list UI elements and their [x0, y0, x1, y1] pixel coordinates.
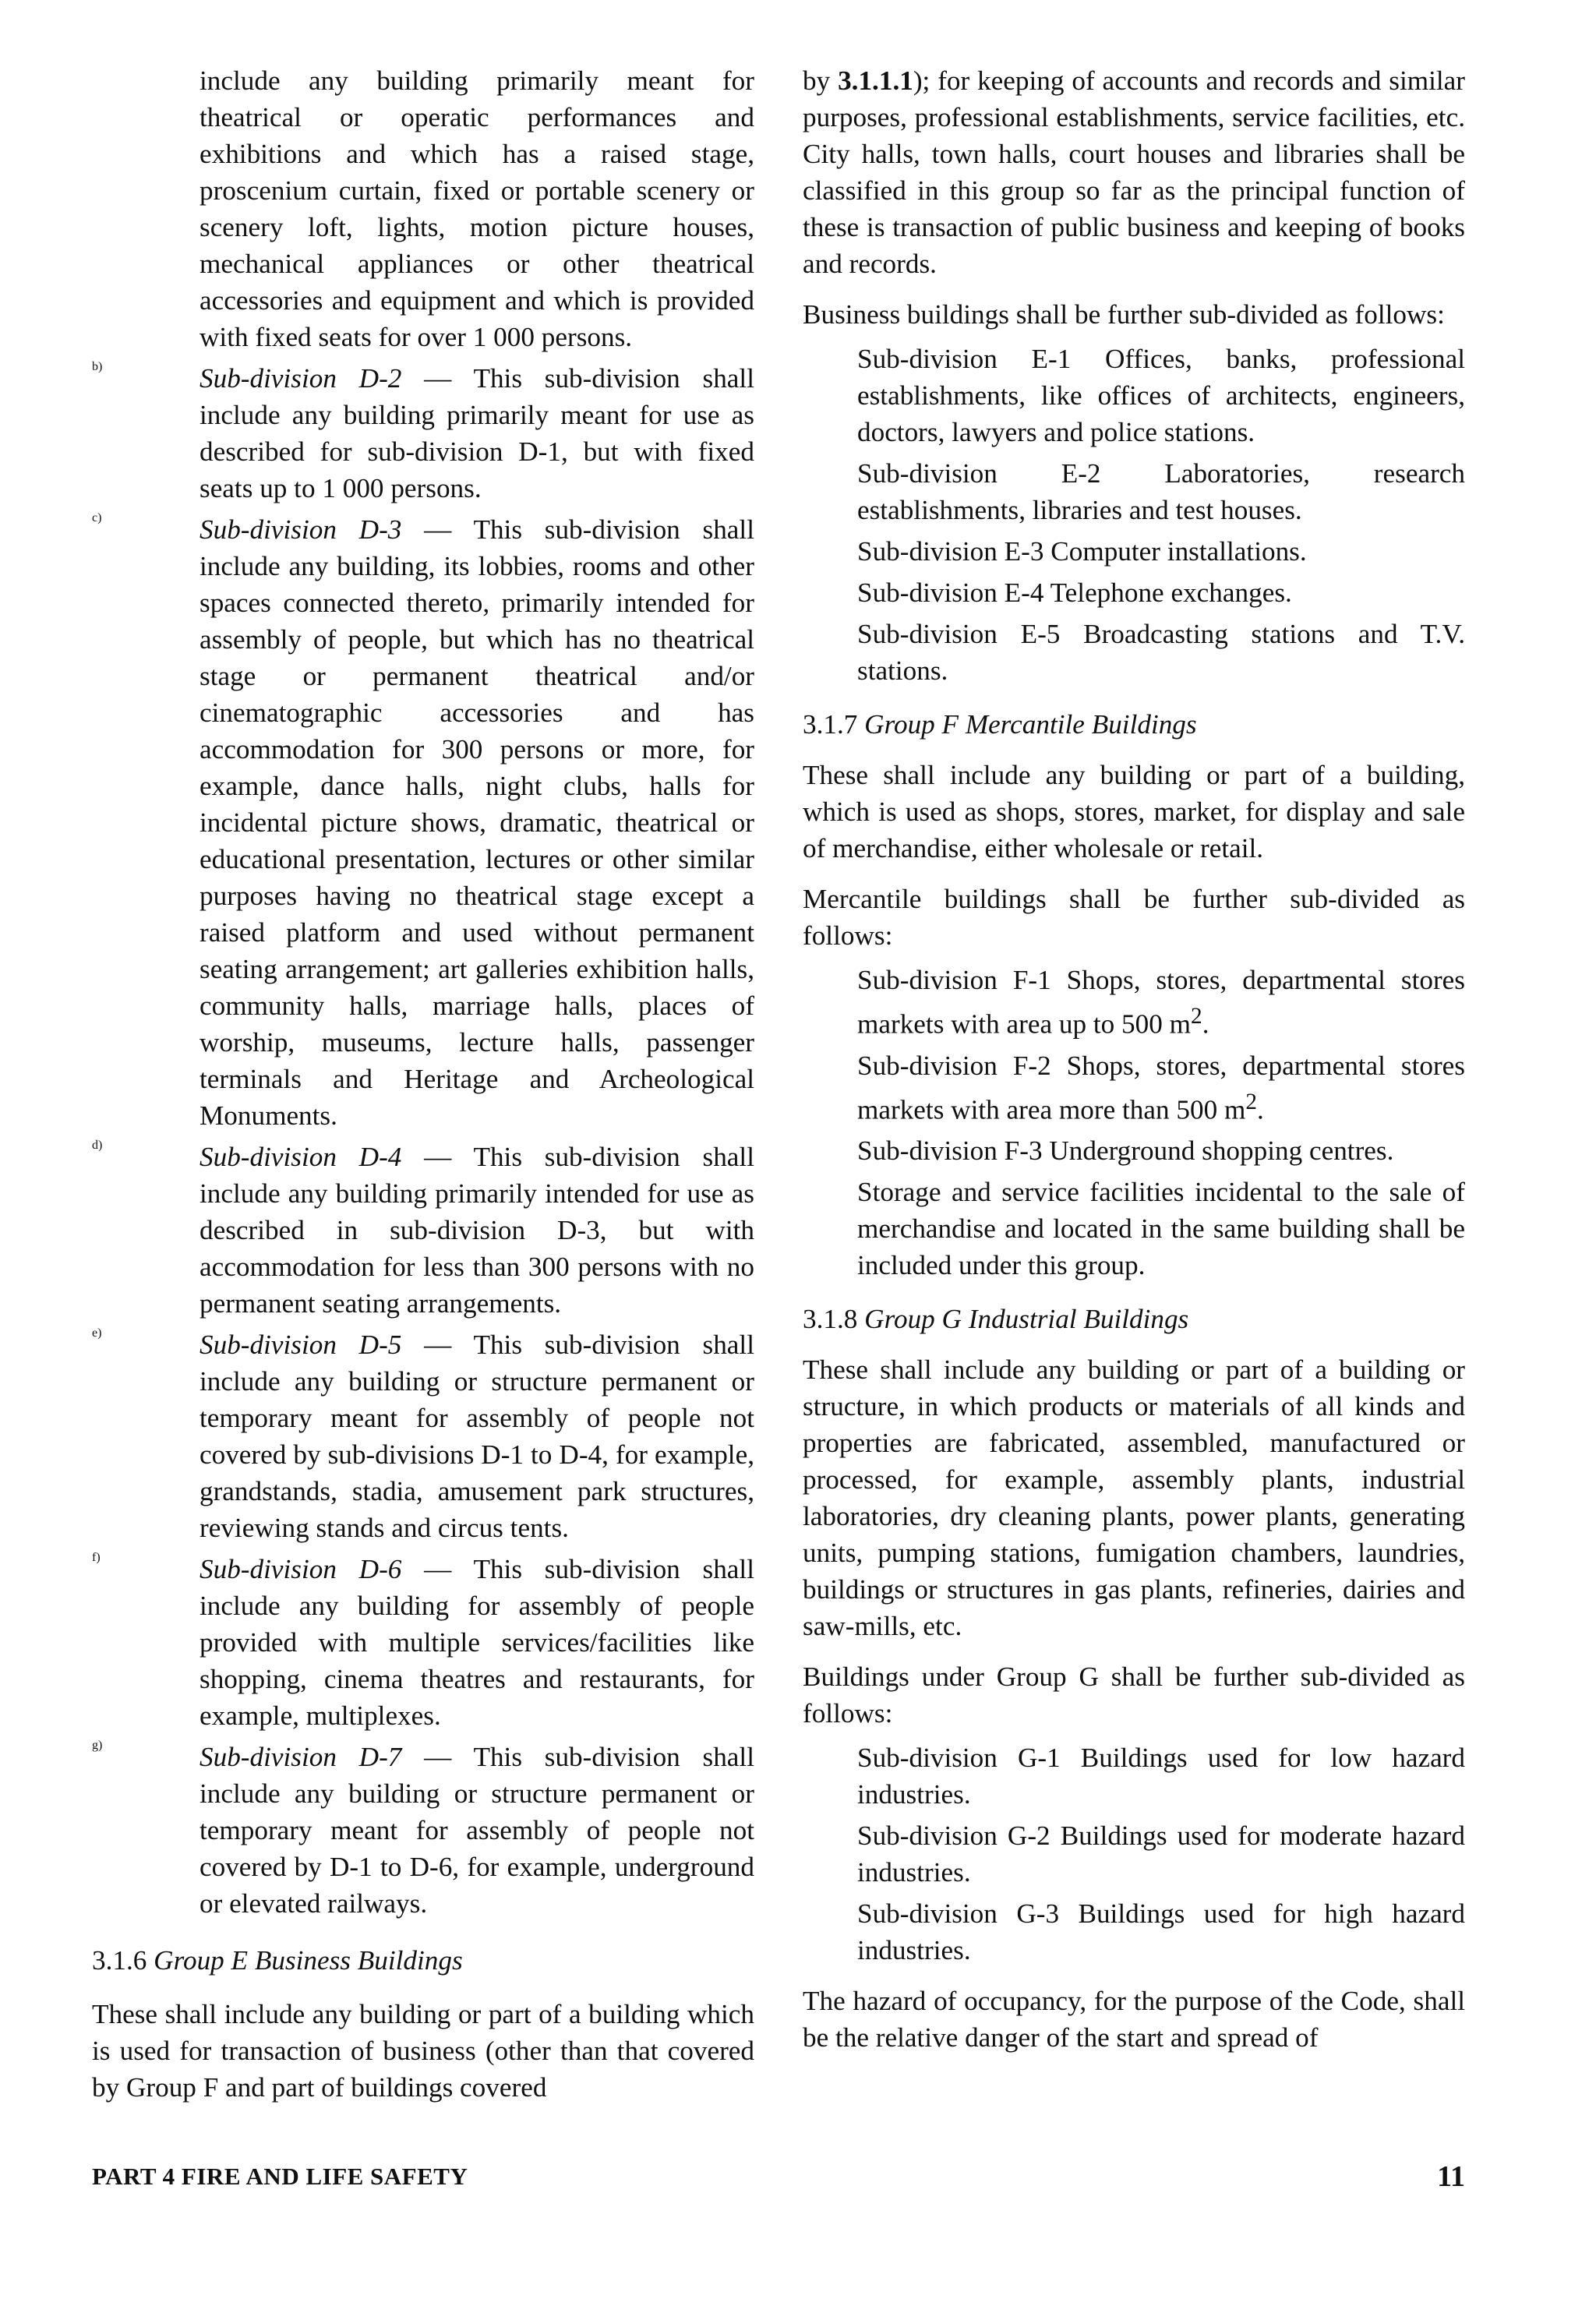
text-prefix: by — [803, 65, 839, 96]
list-label: d) — [92, 1139, 103, 1152]
subdivision-title: Sub-division D-4 — [200, 1142, 402, 1172]
section-heading-3-1-8 — [803, 1301, 1465, 1337]
list-item-text: Sub-division F-1 Shops, stores, departmental stores markets with area up to 500 m — [857, 965, 1465, 1040]
section-number: 3.1.6 — [92, 1945, 147, 1976]
superscript: 2 — [1245, 1089, 1258, 1114]
page-number: 11 — [1437, 2160, 1465, 2193]
list-text — [200, 1139, 754, 1322]
list-item — [857, 962, 1465, 1043]
subdivision-text: — This sub-division shall include any building or structure permanent or temporary meant for assembly of people not covered by D-1 to D-6, for example, underground or elevated railways. — [200, 1742, 754, 1919]
industrial-subdivision-list — [803, 1739, 1465, 1969]
list-item-f — [92, 1551, 754, 1734]
list-label: f) — [92, 1551, 101, 1564]
list-item: Sub-division G-2 Buildings used for moderate hazard industries. — [857, 1820, 1465, 1888]
section-reference: 3.1.1.1 — [838, 65, 913, 96]
footer-part-title: PART 4 FIRE AND LIFE SAFETY — [92, 2163, 468, 2190]
list-item: Sub-division G-3 Buildings used for high hazard industries. — [857, 1898, 1465, 1966]
text-rest: ); for keeping of accounts and records and similar purposes, professional establishments, service facilities, etc. City halls, town halls, court houses and libraries shall be classified in this group so far as the principal function of these is transaction of public business and keeping of books and records. — [803, 65, 1466, 279]
intro-paragraph: include any building primarily meant for theatrical or operatic performances and exhibitions and which has a raised stage, proscenium curtain, fixed or portable scenery or scenery loft, lights, motion picture houses, mechanical appliances or other theatrical accessories and equipment and which is provided with fixed seats for over 1 000 persons. — [200, 65, 754, 352]
business-subdivision-intro: Business buildings shall be further sub-divided as follows: — [803, 299, 1445, 330]
list-item — [857, 1174, 1465, 1284]
section-title: Group G Industrial Buildings — [864, 1304, 1189, 1335]
subdivision-text: — This sub-division shall include any building primarily meant for use as described for sub-division D-1, but with fixed seats up to 1 000 persons. — [200, 363, 754, 503]
list-item-g — [92, 1739, 754, 1922]
section-number: 3.1.8 — [803, 1304, 858, 1335]
subdivision-title: Sub-division D-7 — [200, 1742, 402, 1772]
list-item: Sub-division G-1 Buildings used for low hazard industries. — [857, 1743, 1465, 1810]
hazard-paragraph: The hazard of occupancy, for the purpose of the Code, shall be the relative danger of the start and spread of — [803, 1986, 1465, 2054]
list-item-c — [92, 511, 754, 1134]
subdivision-text: — This sub-division shall include any building, its lobbies, rooms and other spaces connected thereto, primarily intended for assembly of people, but which has no theatrical stage or permanent theatrical and/or cinematographic accessories and has accommodation for 300 persons or more, for example, dance halls, night clubs, halls for incidental picture shows, dramatic, theatrical or educational presentation, lectures or other similar purposes having no theatrical stage except a raised platform and used without permanent seating arrangement; art galleries exhibition halls, community halls, marriage halls, places of worship, museums, lecture halls, passenger terminals and Heritage and Archeological Monuments. — [200, 514, 754, 1131]
list-item-b — [92, 360, 754, 507]
list-text — [200, 511, 754, 1134]
business-paragraph: These shall include any building or part of a building which is used for transaction of business (other than that covered by Group F and part of buildings covered — [92, 1999, 754, 2103]
superscript: 2 — [1191, 1004, 1202, 1029]
list-label: b) — [92, 360, 103, 373]
list-text — [200, 1551, 754, 1734]
section-number: 3.1.7 — [803, 709, 858, 740]
list-item-text: Sub-division F-2 Shops, stores, departmental stores markets with area more than 500 m — [857, 1050, 1465, 1125]
right-column — [803, 62, 1465, 2056]
list-item-tail: . — [1202, 1008, 1209, 1040]
mercantile-subdivision-list — [803, 962, 1465, 1284]
subdivision-text: — This sub-division shall include any building for assembly of people provided with multiple services/facilities like shopping, cinema theatres and restaurants, for example, multiplexes. — [200, 1554, 754, 1731]
list-item-tail: . — [1257, 1094, 1264, 1125]
list-item: Sub-division E-1 Offices, banks, professional establishments, like offices of architects, engineers, doctors, lawyers and police stations. — [857, 344, 1465, 447]
page-footer — [92, 2157, 1465, 2196]
industrial-subdivision-intro: Buildings under Group G shall be further sub-divided as follows: — [803, 1662, 1465, 1729]
list-text — [200, 1326, 754, 1546]
subdivision-title: Sub-division D-2 — [200, 363, 402, 394]
list-item-e — [92, 1326, 754, 1546]
list-item-text: Storage and service facilities incidental to the sale of merchandise and located in the same building shall be included under this group. — [857, 1177, 1465, 1281]
list-item: Sub-division E-3 Computer installations. — [857, 536, 1307, 567]
section-heading-3-1-6 — [92, 1942, 754, 1979]
list-text — [200, 360, 754, 507]
business-continued-paragraph — [803, 62, 1465, 282]
list-item-text: Sub-division F-3 Underground shopping centres. — [857, 1135, 1394, 1167]
section-title: Group F Mercantile Buildings — [864, 709, 1197, 740]
section-title: Group E Business Buildings — [154, 1945, 463, 1976]
section-heading-3-1-7 — [803, 706, 1465, 743]
list-label: c) — [92, 511, 102, 524]
mercantile-paragraph: These shall include any building or part of a building, which is used as shops, stores, market, for display and sale of merchandise, either wholesale or retail. — [803, 760, 1465, 863]
subdivision-title: Sub-division D-3 — [200, 514, 402, 545]
list-item — [857, 1132, 1465, 1169]
industrial-paragraph: These shall include any building or part of a building or structure, in which products or materials of all kinds and properties are fabricated, assembled, manufactured or processed, for example, assembly plants, industrial laboratories, dry cleaning plants, power plants, generating units, pumping stations, fumigation chambers, laundries, buildings or structures in gas plants, refineries, dairies and saw-mills, etc. — [803, 1354, 1465, 1642]
list-label: g) — [92, 1739, 103, 1752]
left-column — [92, 62, 754, 2106]
business-subdivision-list — [803, 341, 1465, 689]
list-item — [857, 1047, 1465, 1128]
list-label: e) — [92, 1326, 102, 1340]
subdivision-title: Sub-division D-5 — [200, 1330, 402, 1360]
subdivision-title: Sub-division D-6 — [200, 1554, 402, 1584]
list-item: Sub-division E-5 Broadcasting stations and T.V. stations. — [857, 619, 1465, 686]
subdivision-text: — This sub-division shall include any building primarily intended for use as described in sub-division D-3, but with accommodation for less than 300 persons with no permanent seating arrangements. — [200, 1142, 754, 1319]
mercantile-subdivision-intro: Mercantile buildings shall be further sub-divided as follows: — [803, 884, 1465, 951]
list-item: Sub-division E-2 Laboratories, research establishments, libraries and test houses. — [857, 458, 1465, 525]
subdivision-text: — This sub-division shall include any building or structure permanent or temporary meant for assembly of people not covered by sub-divisions D-1 to D-4, for example, grandstands, stadia, amusement park structures, reviewing stands and circus tents. — [200, 1330, 754, 1543]
list-item-d — [92, 1139, 754, 1322]
list-item: Sub-division E-4 Telephone exchanges. — [857, 577, 1292, 608]
list-text — [200, 1739, 754, 1922]
